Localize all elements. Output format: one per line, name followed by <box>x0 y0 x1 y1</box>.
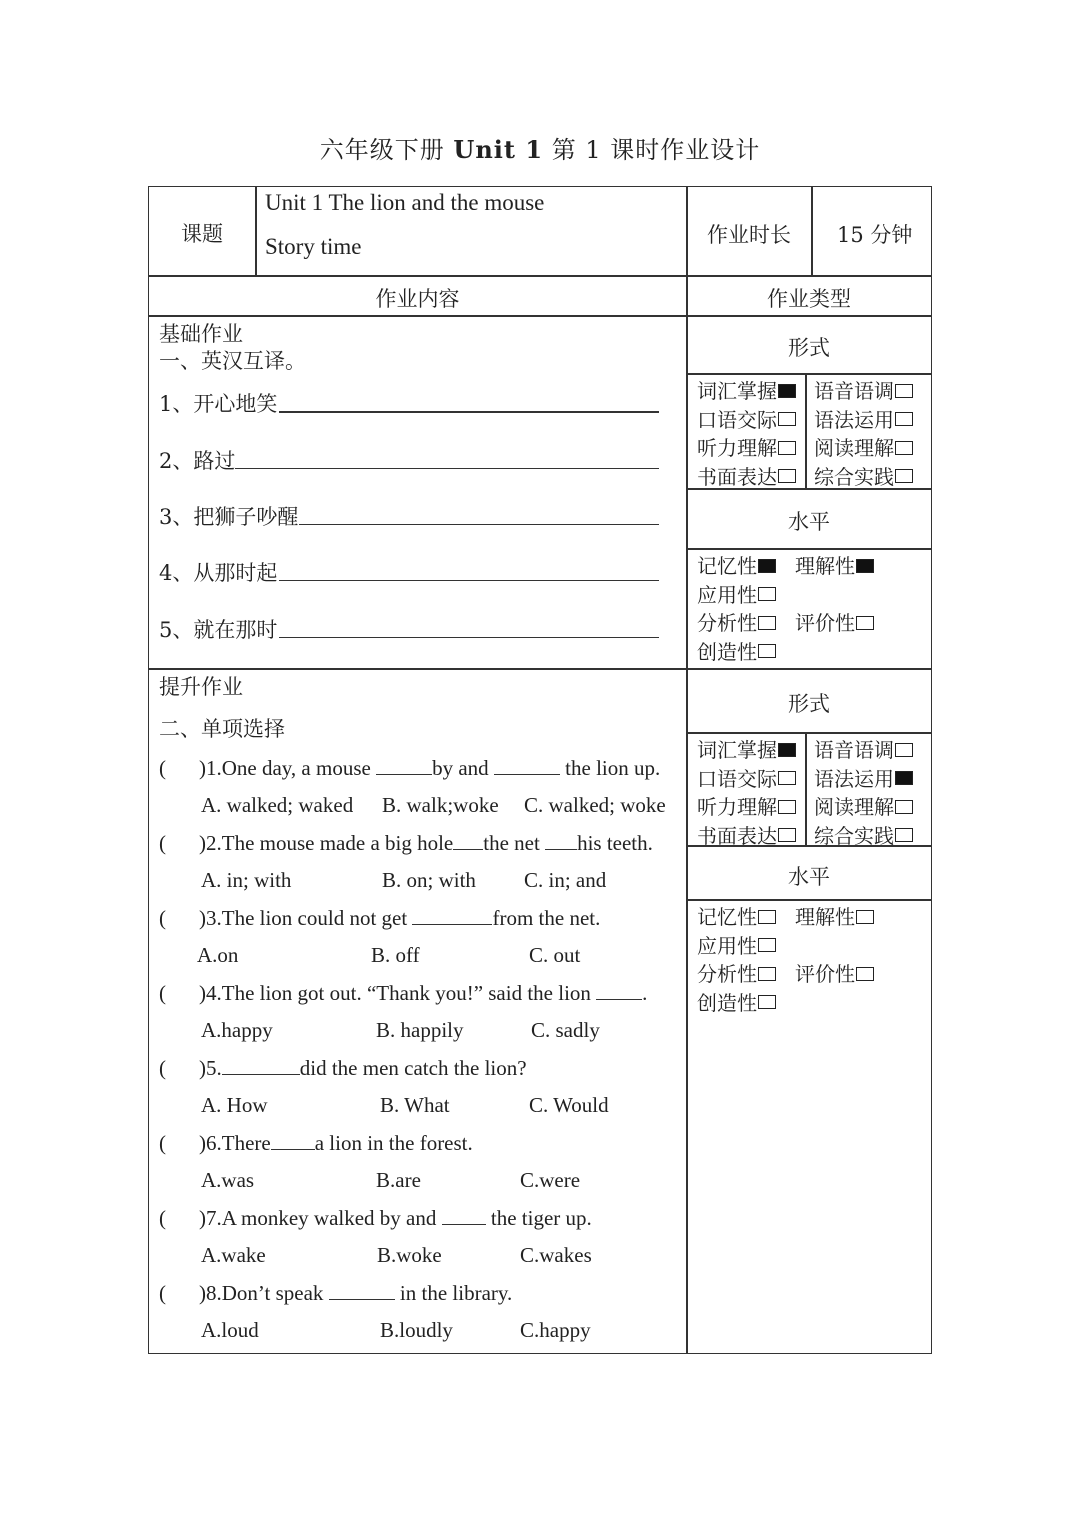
divider <box>255 187 257 276</box>
unchecked-box[interactable] <box>758 967 776 981</box>
question-text: )4.The lion got out. “Thank you!” said the lion <box>199 981 597 1005</box>
unchecked-box[interactable] <box>856 616 874 630</box>
unchecked-box[interactable] <box>758 644 776 658</box>
type-checkbox-item[interactable] <box>697 461 796 490</box>
translation-item-3: 3、把狮子吵醒 <box>159 505 299 529</box>
type-checkbox-item[interactable] <box>697 734 796 763</box>
question-text: from the net. <box>492 906 601 930</box>
unchecked-box[interactable] <box>778 771 796 785</box>
unchecked-box[interactable] <box>856 910 874 924</box>
translation-item-2: 2、路过 <box>159 449 236 473</box>
question-text: the net <box>483 831 546 855</box>
type-checkbox-item[interactable] <box>795 958 874 987</box>
checkbox-label: 理解性 <box>795 905 855 929</box>
unchecked-box[interactable] <box>778 469 796 483</box>
unchecked-box[interactable] <box>895 441 913 455</box>
homework-table <box>148 186 932 1354</box>
basic-heading: 基础作业 <box>159 322 243 346</box>
answer-option[interactable]: B.woke <box>377 1243 442 1267</box>
advanced-level-label: 水平 <box>788 865 830 889</box>
advanced-section-title: 二、单项选择 <box>159 717 285 741</box>
type-checkbox-item[interactable] <box>697 550 776 579</box>
checkbox-label: 创造性 <box>697 639 757 664</box>
answer-paren[interactable]: ( <box>159 1206 166 1230</box>
unchecked-box[interactable] <box>758 910 776 924</box>
blank-field[interactable] <box>545 831 577 850</box>
answer-line[interactable] <box>279 637 659 638</box>
type-column-header: 作业类型 <box>767 287 851 311</box>
type-checkbox-item[interactable] <box>697 375 796 404</box>
checked-box[interactable] <box>778 743 796 757</box>
checked-box[interactable] <box>758 559 776 573</box>
answer-line[interactable] <box>279 580 659 581</box>
type-checkbox-item[interactable] <box>697 958 776 987</box>
type-checkbox-item[interactable] <box>697 763 796 792</box>
answer-paren[interactable]: ( <box>159 981 166 1005</box>
checkbox-label: 阅读理解 <box>814 795 894 819</box>
answer-option[interactable]: A. in; with <box>201 868 292 892</box>
question-stem <box>159 1131 473 1156</box>
title-part-3: 第 1 课时作业设计 <box>543 136 761 164</box>
checkbox-label: 分析性 <box>697 962 757 986</box>
basic-section-title: 一、英汉互译。 <box>159 349 306 373</box>
unchecked-box[interactable] <box>895 743 913 757</box>
checkbox-label: 理解性 <box>795 554 855 578</box>
question-text: the tiger up. <box>485 1206 592 1230</box>
answer-option[interactable]: C. Would <box>529 1093 609 1117</box>
divider <box>805 374 807 489</box>
topic-line-2: Story time <box>265 234 362 259</box>
answer-paren[interactable]: ( <box>159 1056 166 1080</box>
answer-option[interactable]: B. happily <box>376 1018 464 1042</box>
answer-option[interactable]: B.are <box>376 1168 421 1192</box>
divider <box>149 668 931 670</box>
checked-box[interactable] <box>895 771 913 785</box>
answer-option[interactable]: B. walk;woke <box>382 793 499 817</box>
question-stem <box>159 756 660 781</box>
type-checkbox-item[interactable] <box>697 636 776 665</box>
answer-option[interactable]: A.on <box>197 943 239 967</box>
answer-line[interactable] <box>299 524 659 525</box>
answer-option[interactable]: C.wakes <box>520 1243 592 1267</box>
unchecked-box[interactable] <box>895 412 913 426</box>
answer-option[interactable]: C. out <box>529 943 581 967</box>
question-text: his teeth. <box>577 831 653 855</box>
divider <box>149 315 931 317</box>
checkbox-label: 阅读理解 <box>814 436 894 460</box>
type-checkbox-item[interactable] <box>814 763 913 792</box>
checked-box[interactable] <box>856 559 874 573</box>
type-checkbox-item[interactable] <box>814 432 913 461</box>
unchecked-box[interactable] <box>758 587 776 601</box>
question-stem <box>159 981 647 1006</box>
answer-option[interactable]: A.loud <box>201 1318 259 1342</box>
checkbox-label: 书面表达 <box>697 823 777 848</box>
translation-item-4: 4、从那时起 <box>159 561 278 585</box>
content-column-header: 作业内容 <box>375 287 460 311</box>
checkbox-label: 评价性 <box>795 962 855 986</box>
blank-field[interactable] <box>329 1281 395 1300</box>
unchecked-box[interactable] <box>895 384 913 398</box>
blank-field[interactable] <box>442 1206 486 1225</box>
type-checkbox-item[interactable] <box>697 579 776 608</box>
answer-option[interactable]: C.were <box>520 1168 581 1192</box>
answer-line[interactable] <box>279 411 659 413</box>
question-stem <box>159 906 600 931</box>
type-checkbox-item[interactable] <box>795 607 874 636</box>
type-checkbox-item[interactable] <box>814 404 913 433</box>
question-text: )1.One day, a mouse <box>199 756 377 780</box>
unchecked-box[interactable] <box>856 967 874 981</box>
blank-field[interactable] <box>271 1131 315 1150</box>
blank-field[interactable] <box>412 906 492 925</box>
answer-option[interactable]: B.loudly <box>380 1318 453 1342</box>
answer-line[interactable] <box>235 468 659 469</box>
type-checkbox-item[interactable] <box>697 432 796 461</box>
unchecked-box[interactable] <box>778 828 796 842</box>
checkbox-label: 听力理解 <box>697 436 777 460</box>
answer-option[interactable]: A. walked; waked <box>201 793 354 817</box>
duration-value: 15 分钟 <box>837 223 913 247</box>
answer-option[interactable]: B. off <box>371 943 420 967</box>
type-checkbox-item[interactable] <box>814 791 913 820</box>
checkbox-label: 词汇掌握 <box>697 738 777 762</box>
answer-option[interactable]: C. in; and <box>524 868 607 892</box>
checkbox-label: 记忆性 <box>697 905 757 929</box>
title-unit: Unit 1 <box>453 135 544 164</box>
type-checkbox-item[interactable] <box>814 734 913 763</box>
type-checkbox-item[interactable] <box>814 820 913 849</box>
unchecked-box[interactable] <box>895 469 913 483</box>
unchecked-box[interactable] <box>778 412 796 426</box>
question-text: . <box>642 981 648 1005</box>
advanced-form-label: 形式 <box>788 692 830 716</box>
answer-paren[interactable]: ( <box>159 831 166 855</box>
checkbox-label: 语法运用 <box>814 407 894 432</box>
question-text: by and <box>432 756 494 780</box>
question-text: )5. <box>199 1056 222 1080</box>
answer-option[interactable]: A.wake <box>201 1243 266 1267</box>
checkbox-label: 语音语调 <box>814 379 894 403</box>
question-text: )8.Don’t speak <box>199 1281 329 1305</box>
basic-level-label: 水平 <box>788 510 830 534</box>
checkbox-label: 创造性 <box>697 990 757 1015</box>
type-checkbox-item[interactable] <box>795 901 874 930</box>
answer-paren[interactable]: ( <box>159 756 166 780</box>
checkbox-label: 口语交际 <box>697 766 777 791</box>
checkbox-label: 书面表达 <box>697 464 777 489</box>
answer-paren[interactable]: ( <box>159 906 166 930</box>
duration-label: 作业时长 <box>707 223 791 247</box>
type-checkbox-item[interactable] <box>697 930 776 959</box>
answer-option[interactable]: A.happy <box>201 1018 273 1042</box>
checked-box[interactable] <box>778 384 796 398</box>
unchecked-box[interactable] <box>778 441 796 455</box>
type-checkbox-item[interactable] <box>697 404 796 433</box>
type-checkbox-item[interactable] <box>814 375 913 404</box>
checkbox-label: 记忆性 <box>697 554 757 578</box>
answer-option[interactable]: B. What <box>380 1093 450 1117</box>
answer-paren[interactable]: ( <box>159 1131 166 1155</box>
type-checkbox-item[interactable] <box>697 987 776 1016</box>
blank-field[interactable] <box>596 981 642 1000</box>
answer-option[interactable]: C. walked; woke <box>524 793 666 817</box>
question-stem <box>159 1056 527 1081</box>
divider <box>805 733 807 846</box>
question-text: the lion up. <box>559 756 661 780</box>
unchecked-box[interactable] <box>758 616 776 630</box>
basic-form-label: 形式 <box>788 336 830 360</box>
translation-item-5: 5、就在那时 <box>159 618 278 642</box>
question-text: )3.The lion could not get <box>199 906 413 930</box>
divider <box>811 187 813 276</box>
type-checkbox-item[interactable] <box>697 901 776 930</box>
checkbox-label: 分析性 <box>697 611 757 635</box>
question-stem <box>159 1281 512 1306</box>
question-text: a lion in the forest. <box>314 1131 473 1155</box>
question-stem <box>159 1206 592 1231</box>
type-checkbox-item[interactable] <box>814 461 913 490</box>
title-part-1: 六年级下册 <box>319 136 454 164</box>
answer-option[interactable]: C. sadly <box>531 1018 600 1042</box>
unchecked-box[interactable] <box>758 938 776 952</box>
checkbox-label: 应用性 <box>697 933 757 958</box>
type-checkbox-item[interactable] <box>697 791 796 820</box>
checkbox-label: 语法运用 <box>814 766 894 791</box>
unchecked-box[interactable] <box>758 995 776 1009</box>
checkbox-label: 听力理解 <box>697 795 777 819</box>
unchecked-box[interactable] <box>895 828 913 842</box>
blank-field[interactable] <box>453 831 483 850</box>
topic-label: 课题 <box>181 222 223 246</box>
question-text: )7.A monkey walked by and <box>199 1206 442 1230</box>
checkbox-label: 综合实践 <box>814 464 894 489</box>
type-checkbox-item[interactable] <box>697 607 776 636</box>
question-text: )2.The mouse made a big hole <box>199 831 454 855</box>
type-checkbox-item[interactable] <box>697 820 796 849</box>
page-title <box>0 130 1080 165</box>
blank-field[interactable] <box>376 756 432 775</box>
answer-option[interactable]: B. on; with <box>382 868 476 892</box>
checkbox-label: 综合实践 <box>814 823 894 848</box>
blank-field[interactable] <box>222 1056 300 1075</box>
answer-option[interactable]: C.happy <box>520 1318 591 1342</box>
divider <box>149 275 931 277</box>
question-stem <box>159 831 653 856</box>
answer-paren[interactable]: ( <box>159 1281 166 1305</box>
unchecked-box[interactable] <box>778 800 796 814</box>
checkbox-label: 词汇掌握 <box>697 379 777 403</box>
advanced-heading: 提升作业 <box>159 675 243 699</box>
checkbox-label: 评价性 <box>795 611 855 635</box>
question-text: in the library. <box>394 1281 513 1305</box>
question-text: )6.There <box>199 1131 271 1155</box>
answer-option[interactable]: A.was <box>201 1168 255 1192</box>
translation-item-1: 1、开心地笑 <box>159 392 278 416</box>
checkbox-label: 口语交际 <box>697 407 777 432</box>
checkbox-label: 应用性 <box>697 582 757 607</box>
type-checkbox-item[interactable] <box>795 550 874 579</box>
unchecked-box[interactable] <box>895 800 913 814</box>
question-text: did the men catch the lion? <box>299 1056 527 1080</box>
blank-field[interactable] <box>494 756 560 775</box>
topic-line-1: Unit 1 The lion and the mouse <box>265 190 545 215</box>
answer-option[interactable]: A. How <box>201 1093 268 1117</box>
checkbox-label: 语音语调 <box>814 738 894 762</box>
